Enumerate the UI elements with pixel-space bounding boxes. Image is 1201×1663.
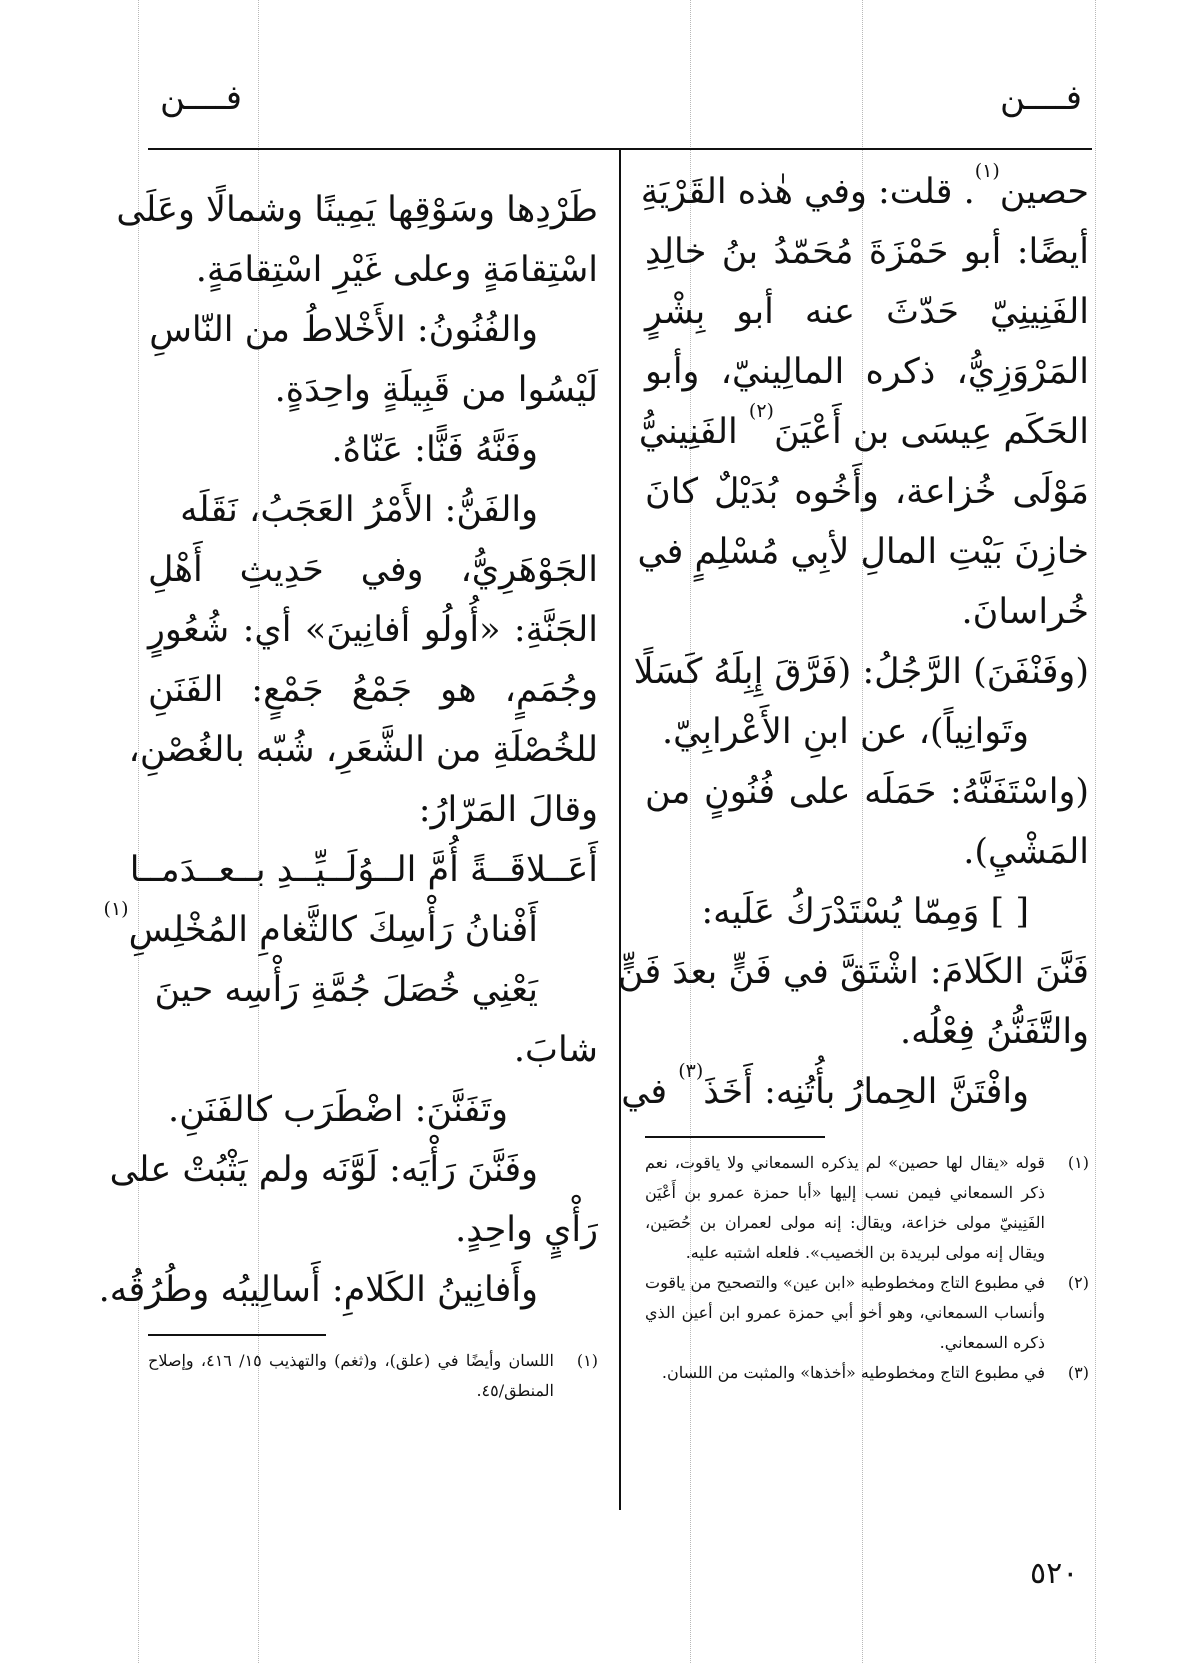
- line-text: رَأْيٍ واحِدٍ.: [455, 1210, 598, 1250]
- line-text: وافْتَنَّ الحِمارُ بأُتُنِه: أَخَذَ: [703, 1072, 1029, 1112]
- text-line: [621, 1060, 1089, 1122]
- footnote-text: قوله «يقال لها حصين» لم يذكره السمعاني ولا ياقوت، نعم ذكر السمعاني فيمن نسب إليها «أبا حمزة عمرو بن أَعْيَن الفَنِينيّ مولى خزاعة، ويقال: إنه مولى لعمران بن حُصَين، ويقال إنه مولى لبريدة بن الخصيب». فلعله اشتبه عليه.: [645, 1153, 1045, 1262]
- line-text: المَشْيِ).: [963, 832, 1089, 872]
- text-line: [116, 180, 598, 240]
- text-line: [148, 1020, 598, 1080]
- line-text: أَفْنانُ رَأْسِكَ كالثَّغامِ المُخْلِسِ: [128, 910, 538, 950]
- footnote-marker: (٢): [748, 400, 774, 422]
- running-header-left: فــــن: [160, 78, 242, 118]
- line-text-continued: الفَنِينيُّ: [638, 412, 749, 452]
- text-line: [148, 360, 598, 420]
- footnote-text: في مطبوع التاج ومخطوطيه «أخذها» والمثبت من اللسان.: [661, 1363, 1045, 1382]
- footnote: [645, 1358, 1089, 1388]
- line-text: وتَفَنَّنَ: اضْطَرَب كالفَنَنِ.: [167, 1090, 508, 1130]
- text-line: [148, 300, 598, 360]
- line-text: حصين: [999, 172, 1089, 212]
- line-text: يَعْنِي خُصَلَ جُمَّةِ رَأْسِه حينَ: [154, 970, 538, 1010]
- text-line: [148, 480, 598, 540]
- line-text: فَنَّنَ الكَلامَ: اشْتَقَّ في فَنٍّ بعدَ فَنٍّ: [617, 952, 1089, 992]
- line-text: الجَنَّةِ: «أُولُو أفانِينَ» أي: شُعُورٍ: [148, 610, 598, 650]
- text-line: [645, 582, 1089, 642]
- margin-guide: [1095, 0, 1096, 1663]
- text-line: [148, 660, 598, 720]
- line-text: اسْتِقامَةٍ وعلى غَيْرِ اسْتِقامَةٍ.: [195, 250, 598, 290]
- page-number: ٥٢٠: [1030, 1556, 1079, 1591]
- right-column: [617, 160, 1089, 1388]
- text-line: [645, 882, 1089, 942]
- line-text: وقالَ المَرّارُ:: [418, 790, 598, 830]
- line-text: وفَنَّنَ رَأْيَه: لَوَّنَه ولم يَثْبُتْ على: [109, 1150, 538, 1190]
- line-text: لَيْسُوا من قَبِيلَةٍ واحِدَةٍ.: [274, 370, 598, 410]
- line-text: والتَّفَنُّنُ فِعْلُه.: [900, 1012, 1089, 1052]
- line-text: وجُمَمٍ، هو جَمْعُ جَمْعٍ: الفَنَنِ: [148, 670, 598, 710]
- column-divider: [619, 150, 621, 1510]
- line-text: مَوْلَى خُزاعة، وأَخُوه بُدَيْلٌ كانَ: [645, 472, 1089, 512]
- text-line: [645, 342, 1089, 402]
- text-line: [645, 822, 1089, 882]
- line-text: الجَوْهَرِيُّ، وفي حَدِيثِ أَهْلِ: [148, 550, 598, 590]
- line-text: خازِنَ بَيْتِ المالِ لأبِي مُسْلِمٍ في: [637, 532, 1089, 572]
- text-line: [148, 540, 598, 600]
- text-line: [148, 600, 598, 660]
- footnote-marker: (٣): [678, 1060, 704, 1082]
- text-line: [645, 462, 1089, 522]
- footnote-number: (١): [576, 1351, 598, 1370]
- text-line: [645, 762, 1089, 822]
- text-line: [645, 222, 1089, 282]
- footnotes: [645, 1148, 1089, 1388]
- text-line: [103, 898, 598, 960]
- text-line: [148, 240, 598, 300]
- line-text: وفَنَّهُ فَنًّا: عَنّاهُ.: [331, 430, 538, 470]
- footnote-text: في مطبوع التاج ومخطوطيه «ابن عين» والتصحيح من ياقوت وأنساب السمعاني، وهو أخو أبي حمزة عمرو ابن أعين الذي ذكره السمعاني.: [645, 1273, 1045, 1352]
- footnote-text: اللسان وأيضًا في (علق)، و(ثغم) والتهذيب ١٥/ ٤١٦، وإصلاح المنطق/٤٥.: [148, 1351, 555, 1400]
- line-text: طَرْدِها وسَوْقِها يَمِينًا وشمالًا وعَلَى: [116, 190, 598, 230]
- text-line: [633, 642, 1089, 702]
- text-line: [645, 1002, 1089, 1062]
- footnote-number: (١): [1067, 1153, 1089, 1172]
- running-header-right: فــــن: [1000, 78, 1082, 118]
- line-text: المَرْوَزِيُّ، ذكره المالِينيّ، وأبو: [645, 352, 1089, 392]
- line-text: خُراسانَ.: [961, 592, 1089, 632]
- text-line: [129, 840, 598, 900]
- footnote-number: (٢): [1067, 1273, 1089, 1292]
- text-line: [148, 1080, 598, 1140]
- footnote: [645, 1148, 1089, 1268]
- footnote-number: (٣): [1067, 1363, 1089, 1382]
- line-text: الفَنِينِيّ حَدّثَ عنه أبو بِشْرٍ: [645, 292, 1089, 332]
- text-line: [148, 960, 598, 1020]
- text-line: [645, 282, 1089, 342]
- line-text: وأَفانِينُ الكَلامِ: أَسالِيبُه وطُرُقُه.: [98, 1270, 538, 1310]
- text-line: [148, 780, 598, 840]
- footnote-marker: (١): [974, 160, 1000, 182]
- footnote: [148, 1346, 598, 1406]
- left-column: [98, 180, 598, 1406]
- line-text: والفَنُّ: الأَمْرُ العَجَبُ، نَقَلَه: [180, 490, 538, 530]
- line-text-continued: في: [621, 1072, 679, 1112]
- footnote-marker: (١): [103, 898, 129, 920]
- line-text: (واسْتَفَنَّهُ: حَمَلَه على فُنُونٍ من: [645, 772, 1089, 812]
- footnote-rule: [645, 1136, 825, 1138]
- line-text: شابَ.: [513, 1030, 598, 1070]
- text-line: [640, 160, 1089, 222]
- footnote: [645, 1268, 1089, 1358]
- line-text: للخُصْلَةِ من الشَّعَرِ، شُبّه بالغُصْنِ،: [128, 730, 598, 770]
- text-line: [98, 1260, 598, 1320]
- line-text-continued: . قلت: وفي هٰذه القَرْيَةِ: [640, 172, 975, 212]
- text-line: [148, 1200, 598, 1260]
- line-text: وتَوانِياً)، عن ابنِ الأَعْرابِيّ.: [661, 712, 1029, 752]
- text-line: [645, 702, 1089, 762]
- line-text: الحَكَم عِيسَى بن أَعْيَنَ: [773, 412, 1089, 452]
- margin-guide: [138, 0, 139, 1663]
- footnote-rule: [148, 1334, 326, 1336]
- text-line: [637, 522, 1089, 582]
- text-line: [109, 1140, 598, 1200]
- text-line: [638, 400, 1089, 462]
- footnotes: [148, 1346, 598, 1406]
- text-line: [128, 720, 598, 780]
- line-text: [ ] وَمِمّا يُسْتَدْرَكُ عَلَيه:: [701, 892, 1029, 932]
- text-line: [148, 420, 598, 480]
- line-text: والفُنُونُ: الأَخْلاطُ من النّاسِ: [149, 310, 538, 350]
- line-text: أَعَــلاقَــةً أُمَّ الــوُلَــيِّــدِ بــعــدَمــا: [129, 850, 598, 890]
- line-text: (وفَنْفَنَ) الرَّجُلُ: (فَرَّقَ إِبِلَهُ كَسَلًا: [633, 652, 1089, 692]
- line-text: أيضًا: أبو حَمْزَةَ مُحَمّدُ بنُ خالِدِ: [645, 232, 1089, 272]
- text-line: [617, 942, 1089, 1002]
